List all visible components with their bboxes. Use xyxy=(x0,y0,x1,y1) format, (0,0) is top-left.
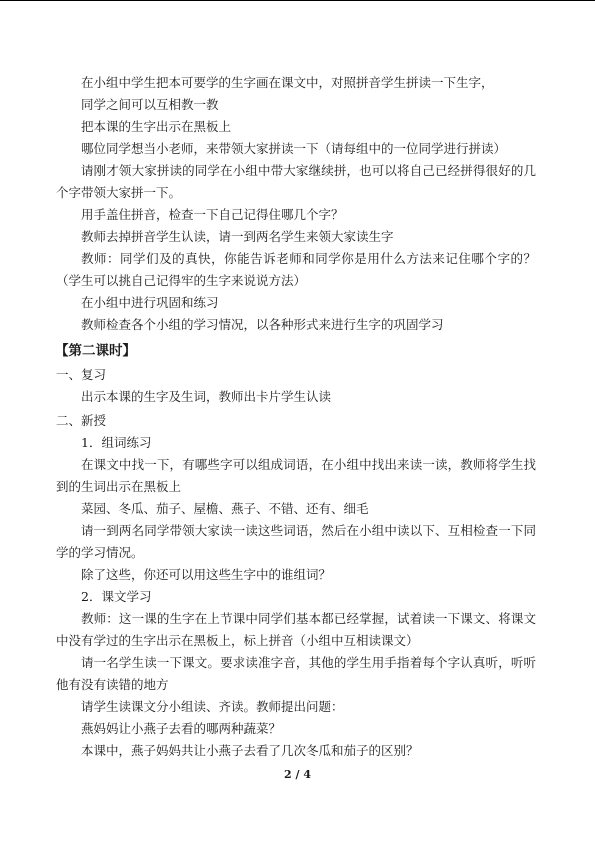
paragraph: 教师：同学们及的真快，你能告诉老师和同学你是用什么方法来记住哪个字的？（学生可以挑自己记得牢的生字来说说方法） xyxy=(56,251,536,288)
paragraph: 请一到两名同学带领大家读一读这些词语，然后在小组中读以下、互相检查一下同学的学习情况。 xyxy=(56,523,536,560)
question: 本课中，燕子妈妈共让小燕子去看了几次冬瓜和茄子的区别？ xyxy=(81,743,419,758)
page-number: 2 / 4 xyxy=(284,768,311,781)
subheading-text-study: 2．课文学习 xyxy=(81,589,152,604)
heading-review: 一、复习 xyxy=(56,367,107,382)
paragraph: 在课文中找一下，有哪些字可以组成词语，在小组中找出来读一读，教师将学生找到的生词出示在黑板上 xyxy=(56,457,536,494)
paragraph: 请学生读课文分小组读、齐读。教师提出问题： xyxy=(81,699,344,714)
question: 燕妈妈让小燕子去看的哪两种蔬菜？ xyxy=(81,721,282,736)
paragraph: 出示本课的生字及生词，教师出卡片学生认读 xyxy=(81,389,332,404)
document-body xyxy=(56,72,536,762)
paragraph: 教师检查各个小组的学习情况，以各种形式来进行生字的巩固学习 xyxy=(81,317,444,332)
paragraph: 把本课的生字出示在黑板上 xyxy=(81,119,232,134)
heading-new-lesson: 二、新授 xyxy=(56,413,107,428)
paragraph: 请一名学生读一下课文。要求读准字音，其他的学生用手指着每个字认真听，听听他有没有读错的地方 xyxy=(56,655,536,692)
subheading-word-practice: 1．组词练习 xyxy=(81,435,152,450)
header-rule xyxy=(0,0,595,1)
paragraph: 同学之间可以互相教一教 xyxy=(81,97,219,112)
paragraph: 用手盖住拼音，检查一下自己记得住哪几个字？ xyxy=(81,207,344,222)
paragraph: 哪位同学想当小老师，来带领大家拼读一下（请每组中的一位同学进行拼读） xyxy=(81,141,507,156)
paragraph: 除了这些，你还可以用这些生字中的谁组词？ xyxy=(81,567,332,582)
paragraph: 教师去掉拼音学生认读，请一到两名学生来领大家读生字 xyxy=(81,229,394,244)
paragraph: 教师：这一课的生字在上节课中同学们基本都已经掌握，试着读一下课文、将课文中没有学过的生字出示在黑板上，标上拼音（小组中互相读课文） xyxy=(56,611,536,648)
paragraph: 在小组中学生把本可要学的生字画在课文中，对照拼音学生拼读一下生字， xyxy=(81,75,494,90)
word-list: 菜园、冬瓜、茄子、屋檐、燕子、不错、还有、细毛 xyxy=(81,501,369,516)
paragraph: 在小组中进行巩固和练习 xyxy=(81,295,219,310)
paragraph: 请刚才领大家拼读的同学在小组中带大家继续拼，也可以将自己已经拼得很好的几个字带领大家拼一下。 xyxy=(56,163,536,200)
section-title: 【第二课时】 xyxy=(55,343,136,359)
